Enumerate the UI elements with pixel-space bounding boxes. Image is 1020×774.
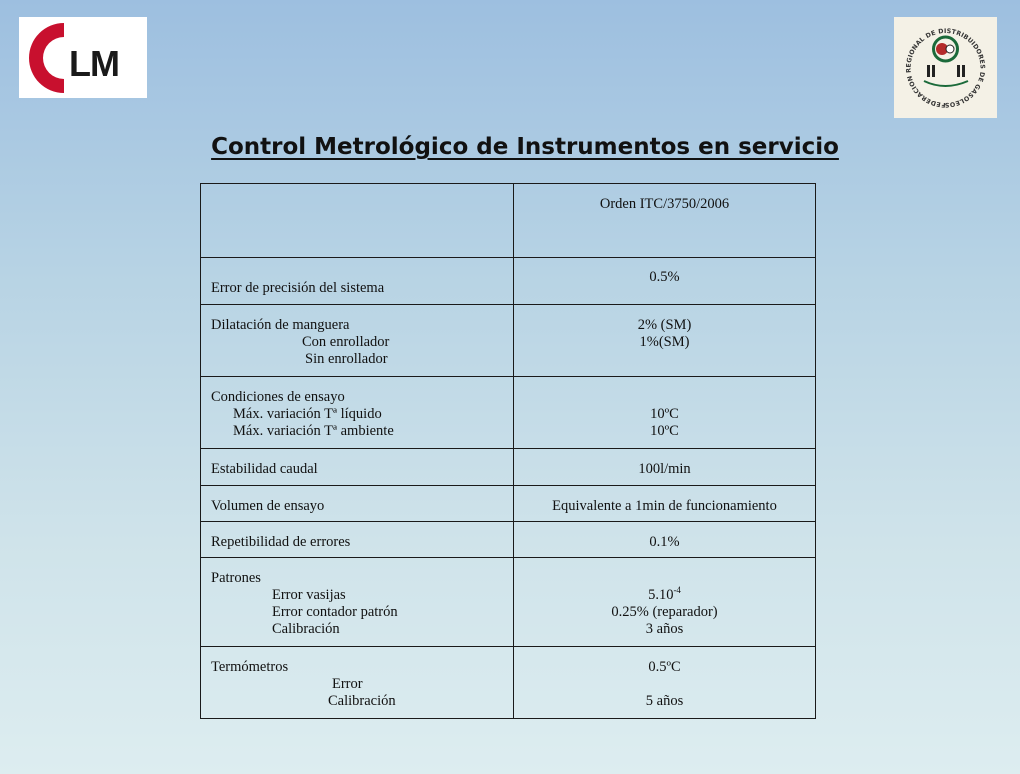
row-value: 0.1% bbox=[649, 534, 680, 550]
row-label: Repetibilidad de errores bbox=[211, 534, 351, 550]
row-label: Condiciones de ensayo bbox=[211, 389, 345, 405]
row-label: Estabilidad caudal bbox=[211, 461, 318, 477]
page-title: Control Metrológico de Instrumentos en servicio bbox=[211, 134, 839, 160]
federation-logo bbox=[894, 17, 997, 118]
federation-seal-graphic bbox=[894, 17, 997, 118]
table-row bbox=[201, 377, 816, 449]
row-value: 100l/min bbox=[638, 461, 691, 477]
row-value: 10ºC bbox=[650, 406, 679, 422]
row-sublabel: Calibración bbox=[272, 621, 340, 637]
exponent: -4 bbox=[673, 585, 681, 596]
row-value: Equivalente a 1min de funcionamiento bbox=[552, 498, 777, 514]
table-row bbox=[201, 486, 816, 522]
row-value: 0.25% (reparador) bbox=[611, 604, 718, 620]
row-value: 10ºC bbox=[650, 423, 679, 439]
svg-text:FEDERACION REGIONAL DE DISTRIB: FEDERACION REGIONAL DE DISTRIBUIDORES DE GASOLEOS bbox=[905, 27, 986, 109]
row-value: 0.5ºC bbox=[648, 659, 681, 675]
row-value: 5 años bbox=[645, 693, 684, 709]
row-sublabel: Error contador patrón bbox=[272, 604, 398, 620]
row-value: 2% (SM) bbox=[637, 317, 692, 333]
table-header-row bbox=[201, 184, 816, 258]
row-value: 0.5% bbox=[649, 269, 680, 285]
clm-logo-graphic bbox=[19, 17, 147, 98]
row-label: Volumen de ensayo bbox=[211, 498, 325, 514]
specification-table bbox=[200, 183, 816, 719]
row-sublabel: Error vasijas bbox=[272, 587, 346, 603]
header-value-cell: Orden ITC/3750/2006 bbox=[514, 184, 816, 258]
table-row bbox=[201, 258, 816, 305]
table-row bbox=[201, 647, 816, 719]
row-value: 3 años bbox=[645, 621, 684, 637]
clm-logo bbox=[19, 17, 147, 98]
row-label: Error de precisión del sistema bbox=[211, 280, 385, 296]
table-row bbox=[201, 449, 816, 486]
row-sublabel: Máx. variación Tª líquido bbox=[233, 406, 382, 422]
row-sublabel: Con enrollador bbox=[302, 334, 390, 350]
row-sublabel: Error bbox=[332, 676, 363, 692]
row-value: 1%(SM) bbox=[639, 334, 690, 350]
row-value: $5.10^{-4}$ bbox=[648, 585, 681, 603]
svg-text:LM: LM bbox=[69, 43, 119, 84]
header-label-cell bbox=[201, 184, 514, 258]
row-label: Dilatación de manguera bbox=[211, 317, 350, 333]
row-sublabel: Sin enrollador bbox=[305, 351, 388, 367]
row-label: Patrones bbox=[211, 570, 261, 586]
row-label: Termómetros bbox=[211, 659, 289, 675]
table-row bbox=[201, 522, 816, 558]
row-sublabel: Calibración bbox=[328, 693, 396, 709]
table-row bbox=[201, 305, 816, 377]
table-row bbox=[201, 558, 816, 647]
row-sublabel: Máx. variación Tª ambiente bbox=[233, 423, 394, 439]
